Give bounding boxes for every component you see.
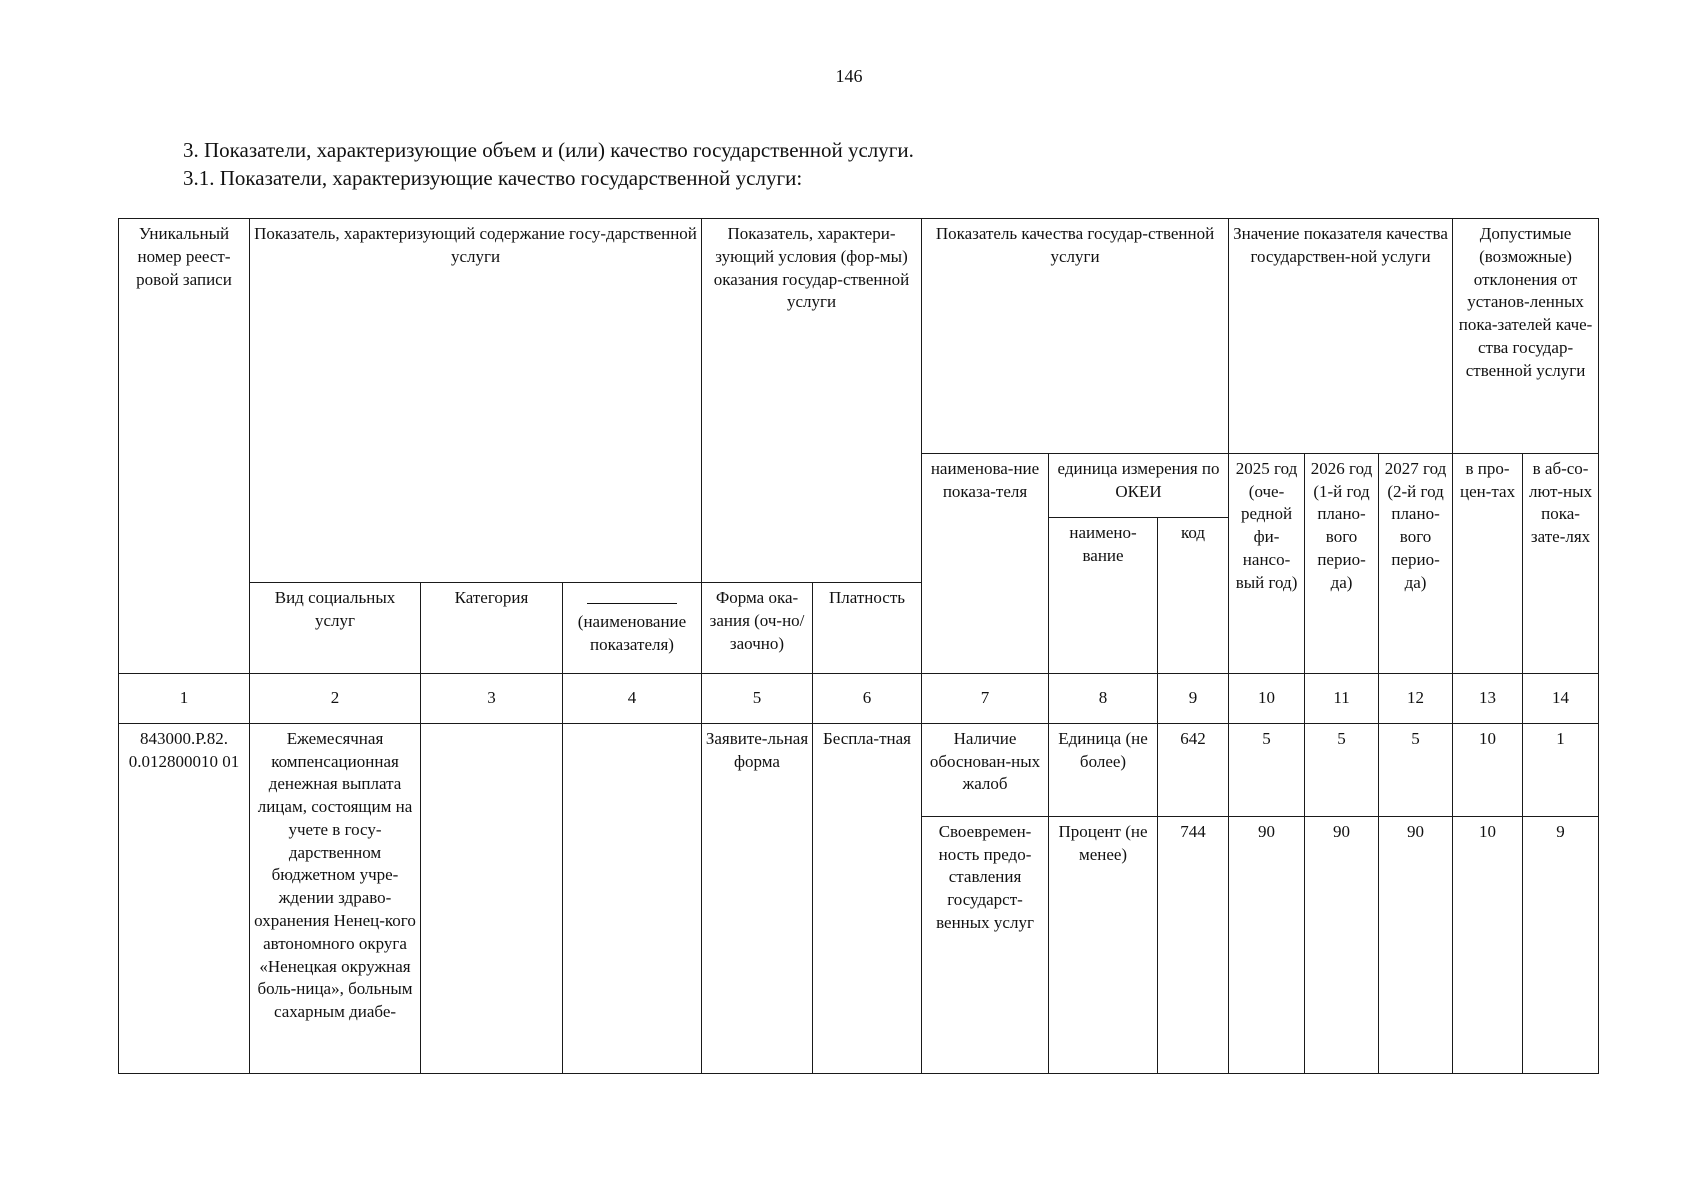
header-category: Категория [421,583,563,674]
column-number: 10 [1229,674,1305,724]
deviation-absolute: 9 [1523,816,1599,1073]
category-cell [421,723,563,1073]
value-2025: 5 [1229,723,1305,816]
quality-indicators-table [118,218,1599,1074]
indicator-name: Наличие обоснован-ных жалоб [922,723,1049,816]
column-number: 5 [702,674,813,724]
header-quality: Показатель качества государ-ственной услуги [922,219,1229,454]
header-conditions: Показатель, характери-зующий условия (фор-мы) оказания государ-ственной услуги [702,219,922,583]
column-number: 9 [1158,674,1229,724]
service-type: Ежемесячная компенсационная денежная выплата лицам, состоящим на учете в госу-дарственном бюджетном учре-ждении здраво-охранения Ненец-кого автономного округа «Ненецкая окружная боль-ница», больным сахарным диабе- [250,723,421,1073]
column-number: 7 [922,674,1049,724]
service-payment: Беспла-тная [813,723,922,1073]
column-number: 13 [1453,674,1523,724]
column-number: 6 [813,674,922,724]
indicator-cell [563,723,702,1073]
header-content: Показатель, характеризующий содержание госу-дарственной услуги [250,219,702,583]
header-unit-code: код [1158,518,1229,674]
placeholder-label: (наименование показателя) [577,612,687,654]
header-value: Значение показателя качества государствен-ной услуги [1229,219,1453,454]
value-2027: 5 [1379,723,1453,816]
deviation-percent: 10 [1453,816,1523,1073]
value-2026: 90 [1305,816,1379,1073]
header-unit-name: наимено-вание [1049,518,1158,674]
header-in-percent: в про-цен-тах [1453,453,1523,674]
column-number: 14 [1523,674,1599,724]
service-form: Заявите-льная форма [702,723,813,1073]
column-number: 3 [421,674,563,724]
header-deviation: Допустимые (возможные) отклонения от установ-ленных пока-зателей каче-ства государ-ственной услуги [1453,219,1599,454]
subsection-title: 3.1. Показатели, характеризующие качество государственной услуги: [183,166,803,190]
header-social-services: Вид социальных услуг [250,583,421,674]
header-unit-okei: единица измерения по ОКЕИ [1049,453,1229,518]
unit-name: Единица (не более) [1049,723,1158,816]
column-number-row [119,674,1599,724]
value-2025: 90 [1229,816,1305,1073]
section-title: 3. Показатели, характеризующие объем и (или) качество государственной услуги. [183,138,914,162]
column-number: 12 [1379,674,1453,724]
header-year-2026: 2026 год (1-й год плано-вого перио-да) [1305,453,1379,674]
unit-code: 642 [1158,723,1229,816]
page-number: 146 [835,66,863,86]
column-number: 11 [1305,674,1379,724]
indicator-name: Своевремен-ность предо-ставления государст-венных услуг [922,816,1049,1073]
header-form: Форма ока-зания (оч-но/заочно) [702,583,813,674]
unit-name: Процент (не менее) [1049,816,1158,1073]
value-2026: 5 [1305,723,1379,816]
header-indicator-name: наименова-ние показа-теля [922,453,1049,674]
table-row [119,723,1599,816]
value-2027: 90 [1379,816,1453,1073]
header-year-2027: 2027 год (2-й год плано-вого перио-да) [1379,453,1453,674]
unit-code: 744 [1158,816,1229,1073]
header-year-2025: 2025 год (оче-редной фи-нансо-вый год) [1229,453,1305,674]
column-number: 8 [1049,674,1158,724]
column-number: 4 [563,674,702,724]
header-registry: Уникальный номер реест-ровой записи [119,219,250,674]
header-payment: Платность [813,583,922,674]
column-number: 1 [119,674,250,724]
header-indicator-placeholder [563,583,702,674]
deviation-percent: 10 [1453,723,1523,816]
registry-number: 843000.Р.82. 0.012800010 01 [119,723,250,1073]
deviation-absolute: 1 [1523,723,1599,816]
header-in-absolute: в аб-со-лют-ных пока-зате-лях [1523,453,1599,674]
placeholder-blank-line [587,587,677,604]
column-number: 2 [250,674,421,724]
